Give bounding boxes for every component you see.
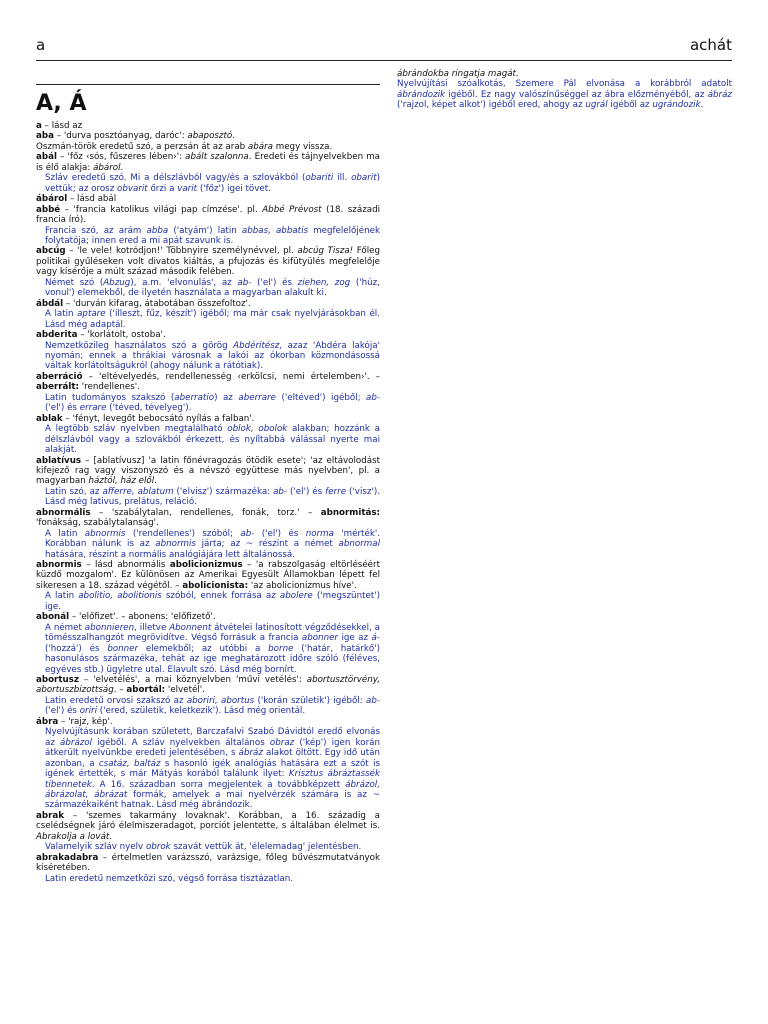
entry-abrakadabra: abrakadabra – értelmetlen varázsszó, varázsige, főleg bűvészmutatványok kíséretében. Latin eredetű nemzetközi szó, végső forrása tisztázatlan. xyxy=(36,852,380,884)
etymology: A latin abnormis ('rendellenes') szóból; ab- ('el') és norma 'mérték'. Korábban nálunk is az abnormis járta; az ~ részint a német abnormal hatására, részint a normális analógiájára lett általánossá. xyxy=(45,528,380,560)
entry-abortusz: abortusz – 'elvetélés', a mai köznyelvben 'művi vetélés': abortusztörvény, abortuszbizottság. – abortál: 'elvetél'. Latin eredetű orvosi szakszó az aboriri, abortus ('korán születik') igéből: ab- ('el') és oriri ('ered, születik, keletkezik'). Lásd még orientál. xyxy=(36,675,380,717)
etymology: Latin szó, az afferre, ablatum ('elvisz') származéka: ab- ('el') és ferre ('visz'). Lásd még lativus, prelátus, reláció. xyxy=(45,486,380,508)
running-head-left: a xyxy=(36,36,46,54)
etymology: A latin aptare ('illeszt, fűz, készít') igéből; ma már csak nyelvjárásokban él. Lásd még adaptál. xyxy=(45,309,380,330)
headword: a xyxy=(36,121,42,131)
headword: abcúg xyxy=(36,246,66,257)
headword: abnormis xyxy=(36,560,82,571)
etymology: A latin abolitio, abolitionis szóból, ennek forrása az abolere ('megszüntet') ige. xyxy=(45,591,381,612)
entry-ablativus: ablatívus – [ablatívusz] 'a latin főnévragozás ötödik esete'; 'az eltávolodást kifejező rag vagy viszonyszó és a névszó együttese más nyelvben', pl. a magyarban háztól, ház elől. Latin szó, az afferre, ablatum ('elvisz') származéka: ab- ('el') és ferre ('visz'). Lásd még lativus, prelátus, reláció. xyxy=(36,455,380,508)
etymology: Francia szó, az arám abba ('atyám') latin abbas, abbatis megfelelőjének folytatója; innen ered a mi apát szavunk is. xyxy=(45,225,380,246)
entry-abcug: abcúg – 'le vele! kotródjon!' Többnyire személynévvel, pl. abcúg Tisza! Főleg politikai gyűléseken volt divatos kiáltás, a pfujozás és kifütyülés megfelelője vagy kísérője a múlt század második felében. Német szó (Abzug), a.m. 'elvonulás', az ab- ('el') és ziehen, zog ('húz, vonul') elemekből, de ilyetén használata a magyarban alakult ki. xyxy=(36,246,381,299)
entry-ablak: ablak – 'fényt, levegőt bebocsátó nyílás a falban'. A legtöbb szláv nyelvben megtalálható oblok, obolok alakban; hozzánk a délszlávból vagy a szlovákból érkezett, és nyíltabbá válással nyerte mai alakját. xyxy=(36,413,380,456)
headword: ábdál xyxy=(36,298,64,309)
entry-aberracio: aberráció – 'eltévelyedés, rendellenesség ‹erkölcsi, nemi értelemben›'. – aberrált: 'rendellenes'. Latin tudományos szakszó (aberratio) az aberrare ('eltéved') igéből; ab- ('el') és errare ('téved, tévelyeg'). xyxy=(36,371,381,414)
entry-abderita: abderita – 'korlátolt, ostoba'. Nemzetközileg használatos szó a görög Abdéritész, azaz 'Abdéra lakója' nyomán; ennek a thrákiai városnak a lakói az ókorban közmondásossá váltak korlátoltságukról (ahogy nálunk a rátótiak). xyxy=(36,330,380,372)
etymology: A legtöbb szláv nyelvben megtalálható oblok, obolok alakban; hozzánk a délszlávból vagy a szlovákból érkezett, és nyíltabbá válással nyerte mai alakját. xyxy=(45,424,380,456)
header-rule xyxy=(36,60,732,61)
headword: abortusz xyxy=(36,675,79,686)
entry-aba: aba – 'durva posztóanyag, daróc': abaposztó. Oszmán-török eredetű szó, a perzsán át az arab abára megy vissza. xyxy=(36,131,333,152)
headword: aberráció xyxy=(36,371,83,382)
entry-abnormalis: abnormális – 'szabálytalan, rendellenes, fonák, torz.' – abnormitás: 'fonákság, szabálytalanság'. A latin abnormis ('rendellenes') szóból; ab- ('el') és norma 'mérték'. Korábban nálunk is az abnormis járta; az ~ részint a német abnormal hatására, részint a normális analógiájára lett általánossá. xyxy=(36,507,380,560)
headword: abrak xyxy=(36,810,65,821)
headword: ablatívus xyxy=(36,455,82,466)
entry-abonal: abonál – 'előfizet'. – abonens: 'előfizető'. A német abonnieren, illetve Abonnent átvételei latinosított végződésekkel, a tömésszalhangzót megrövidítve. Végső forrásuk a francia abonner ige az á- ('hozzá') és bonner elemekből; az utóbbi a borne ('határ, határkő') hasonulásos származéka, tehát az ige meghatározott időre szóló (féléves, egyéves stb.) ügyletre utal. Elavult szó. Lásd még bornírt. xyxy=(36,612,380,675)
etymology: Nemzetközileg használatos szó a görög Abdéritész, azaz 'Abdéra lakója' nyomán; ennek a thrákiai városnak a lakói az ókorban közmondásossá váltak korlátoltságukról (ahogy nálunk a rátótiak). xyxy=(45,340,380,372)
entry-abra: ábra – 'rajz, kép'. Nyelvújításunk korában született, Barczafalvi Szabó Dávidtól eredő elvonás az ábrázol igéből. A szláv nyelvekben általános obraz ('kép') igen korán átkerült nyelvünkbe eredeti jelentésében, s ábráz alakot öltött. Egy idő után azonban, a csatáz, baltáz s hasonló igék analógiás hatására ezt a szót is igének értették, s már Mátyás korából találunk ilyet: Krisztus ábráztassék tibennetek. A 16. században sorra megjelentek a továbbképzett ábrázol, ábrázolat, ábrázat formák, amelyek a mai nyelvérzék számára is az ~ származékaiként hatnak. Lásd még ábrándozik. xyxy=(36,716,381,811)
entry-a: a – lásd az xyxy=(36,121,83,131)
headword: abonál xyxy=(36,612,70,623)
entry-abnormis: abnormis – lásd abnormális abolicionizmus – 'a rabszolgaság eltörléséért küzdő mozgalom'. Ez különösen az Amerikai Egyesült Államokban lépett fel sikeresen a 18. század végétől. – abolicionista: 'az abolicionizmus híve'. A latin abolitio, abolitionis szóból, ennek forrása az abolere ('megszüntet') ige. xyxy=(36,560,381,612)
etymology: A német abonnieren, illetve Abonnent átvételei latinosított végződésekkel, a tömésszalhangzót megrövidítve. Végső forrásuk a francia abonner ige az á- ('hozzá') és bonner elemekből; az utóbbi a borne ('határ, határkő') hasonulásos származéka, tehát az ige meghatározott időre szóló (féléves, egyéves stb.) ügyletre utal. Elavult szó. Lásd még bornírt. xyxy=(45,622,380,675)
entry-abdal: ábdál – 'durván kifarag, átabotában összefoltoz'. A latin aptare ('illeszt, fűz, készít') igéből; ma már csak nyelvjárásokban él. Lásd még adaptál. xyxy=(36,298,380,330)
entry-continuation xyxy=(388,69,732,111)
letter-heading: A, Á xyxy=(36,91,87,116)
etymology: Szláv eredetű szó. Mi a délszlávból vagy/és a szlovákból (obariti ill. obarit) vettük; az orosz obvarit őrzi a varit ('főz') igei tövet. xyxy=(45,173,381,194)
etymology: Nyelvújítási szóalkotás, Szemere Pál elvonása a korábbról adatolt ábrándozik igéből. Ez nagy valószínűséggel az ábra előzményéből, az ábráz ('rajzol, képet alkot') igéből ered, ahogy az ugrál igéből az ugrándozik. xyxy=(397,79,732,111)
headword: abál xyxy=(36,152,57,163)
page-header xyxy=(36,36,732,56)
example-text: ábrándokba ringatja magát. xyxy=(397,69,519,79)
headword: ábra xyxy=(36,716,59,727)
headword: ábárol xyxy=(36,194,68,205)
headword: abnormális xyxy=(36,507,91,518)
etymology: Latin tudományos szakszó (aberratio) az aberrare ('eltéved') igéből; ab- ('el') és errare ('téved, tévelyeg'). xyxy=(45,392,381,414)
etymology: Latin eredetű nemzetközi szó, végső forrása tisztázatlan. xyxy=(45,873,294,884)
headword: ablak xyxy=(36,413,63,424)
entry-abrak: abrak – 'szemes takarmány lovaknak'. Korábban, a 16. századig a cselédségnek járó élelmiszeradagot, porciót jelentette, s általában élelmet is. Abrakolja a lovát. Valamelyik szláv nyelv obrok szavát vettük át, 'élelemadag' jelentésben. xyxy=(36,810,380,853)
left-column xyxy=(36,66,380,884)
right-column xyxy=(388,69,732,111)
headword: abbé xyxy=(36,204,61,215)
etymology: Nyelvújításunk korában született, Barczafalvi Szabó Dávidtól eredő elvonás az ábrázol igéből. A szláv nyelvekben általános obraz ('kép') igen korán átkerült nyelvünkbe eredeti jelentésében, s ábráz alakot öltött. Egy idő után azonban, a csatáz, baltáz s hasonló igék analógiás hatására ezt a szót is igének értették, s már Mátyás korából találunk ilyet: Krisztus ábráztassék tibennetek. A 16. században sorra megjelentek a továbbképzett ábrázol, ábrázolat, ábrázat formák, amelyek a mai nyelvérzék számára is az ~ származékaiként hatnak. Lásd még ábrándozik. xyxy=(45,727,381,811)
etymology: Latin eredetű orvosi szakszó az aboriri, abortus ('korán születik') igéből: ab- ('el') és oriri ('ered, születik, keletkezik'). Lásd még orientál. xyxy=(45,695,380,717)
letter-rule xyxy=(36,84,380,85)
entry-abal: abál – 'főz ‹sós, fűszeres lében›': abált szalonna. Eredeti és tájnyelvekben ma is élő alakja: ábárol. Szláv eredetű szó. Mi a délszlávból vagy/és a szlovákból (obariti ill. obarit) vettük; az orosz obvarit őrzi a varit ('főz') igei tövet. xyxy=(36,152,381,194)
etymology: Német szó (Abzug), a.m. 'elvonulás', az ab- ('el') és ziehen, zog ('húz, vonul') elemekből, de ilyetén használata a magyarban alakult ki. xyxy=(45,277,381,299)
entry-abbe: abbé – 'francia katolikus világi pap címzése'. pl. Abbé Prévost (18. századi francia író). Francia szó, az arám abba ('atyám') latin abbas, abbatis megfelelőjének folytatója; innen ered a mi apát szavunk is. xyxy=(36,204,381,246)
running-head-right: achát xyxy=(689,36,732,54)
entry-abarol: ábárol – lásd abál xyxy=(36,194,117,205)
headword: abderita xyxy=(36,330,78,341)
etymology: Valamelyik szláv nyelv obrok szavát vettük át, 'élelemadag' jelentésben. xyxy=(45,842,362,853)
headword: aba xyxy=(36,131,54,142)
headword: abrakadabra xyxy=(36,852,99,863)
